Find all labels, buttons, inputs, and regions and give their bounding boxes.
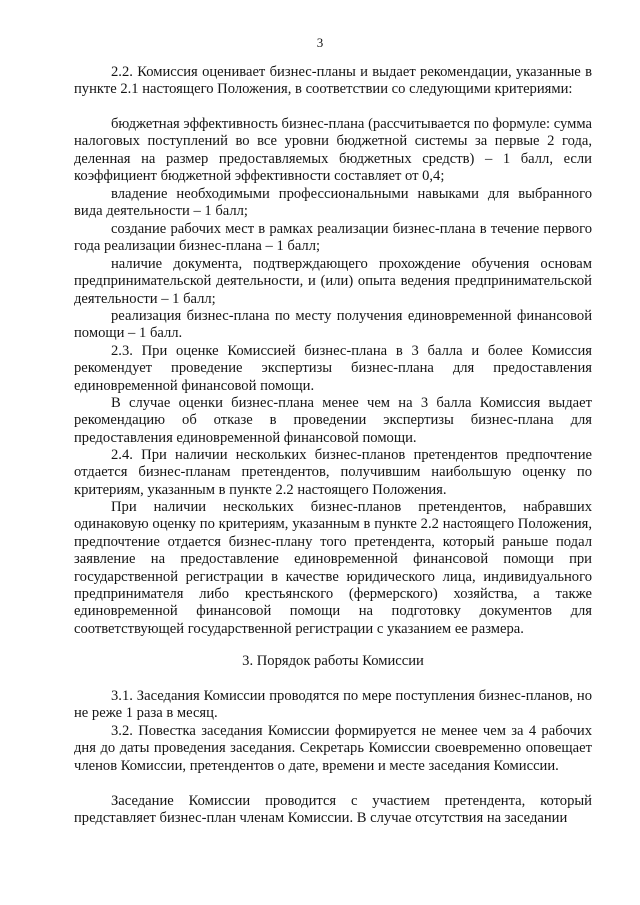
paragraph-session-conduct: Заседание Комиссии проводится с участием претендента, который представляет бизнес-план членам Комиссии. В случае отсутствия на заседании (74, 793, 592, 827)
paragraph-2-2: 2.2. Комиссия оценивает бизнес-планы и выдает рекомендации, указанные в пункте 2.1 настоящего Положения, в соответствии со следующими критериями: (74, 64, 592, 98)
paragraph-2-3: 2.3. При оценке Комиссией бизнес-плана в 3 балла и более Комиссия рекомендует проведение экспертизы бизнес-плана для предоставления единовременной финансовой помощи. (74, 343, 592, 394)
paragraph-3-1: 3.1. Заседания Комиссии проводятся по мере поступления бизнес-планов, но не реже 1 раза в месяц. (74, 688, 592, 722)
section-3-heading: 3. Порядок работы Комиссии (242, 653, 424, 669)
criterion-training-document: наличие документа, подтверждающего прохождение обучения основам предпринимательской деятельности, и (или) опыта ведения предпринимательской деятельности – 1 балл; (74, 256, 592, 307)
criterion-implementation-place: реализация бизнес-плана по месту получения единовременной финансовой помощи – 1 балл. (74, 308, 592, 342)
paragraph-equal-score: При наличии нескольких бизнес-планов претендентов, набравших одинаковую оценку по критериям, указанным в пункте 2.2 настоящего Положения, предпочтение отдается бизнес-плану того претендента, который раньше подал заявление на предоставление единовременной финансовой помощи при государственной регистрации в качестве юридического лица, индивидуального предпринимателя либо крестьянского (фермерского) хозяйства, а также единовременной финансовой помощи на подготовку документов для соответствующей государственной регистрации с указанием ее размера. (74, 499, 592, 637)
paragraph-2-4: 2.4. При наличии нескольких бизнес-планов претендентов предпочтение отдается бизнес-планам претендентов, получившим наибольшую оценку по критериям, указанным в пункте 2.2 настоящего Положения. (74, 447, 592, 498)
criterion-job-creation: создание рабочих мест в рамках реализации бизнес-плана в течение первого года реализации бизнес-плана – 1 балл; (74, 221, 592, 255)
page-number: 3 (316, 35, 324, 50)
criterion-budget-efficiency: бюджетная эффективность бизнес-плана (рассчитывается по формуле: сумма налоговых поступлений во все уровни бюджетной системы за первые 2 года, деленная на размер предоставляемых бюджетных средств) – 1 балл, если коэффициент бюджетной эффективности составляет от 0,4; (74, 116, 592, 185)
paragraph-3-2: 3.2. Повестка заседания Комиссии формируется не менее чем за 4 рабочих дня до даты проведения заседания. Секретарь Комиссии своевременно оповещает членов Комиссии, претендентов о дате, времени и месте заседания Комиссии. (74, 723, 592, 774)
criterion-professional-skills: владение необходимыми профессиональными навыками для выбранного вида деятельности – 1 балл; (74, 186, 592, 220)
paragraph-low-score: В случае оценки бизнес-плана менее чем на 3 балла Комиссия выдает рекомендацию об отказе в проведении экспертизы бизнес-плана для предоставления единовременной финансовой помощи. (74, 395, 592, 446)
